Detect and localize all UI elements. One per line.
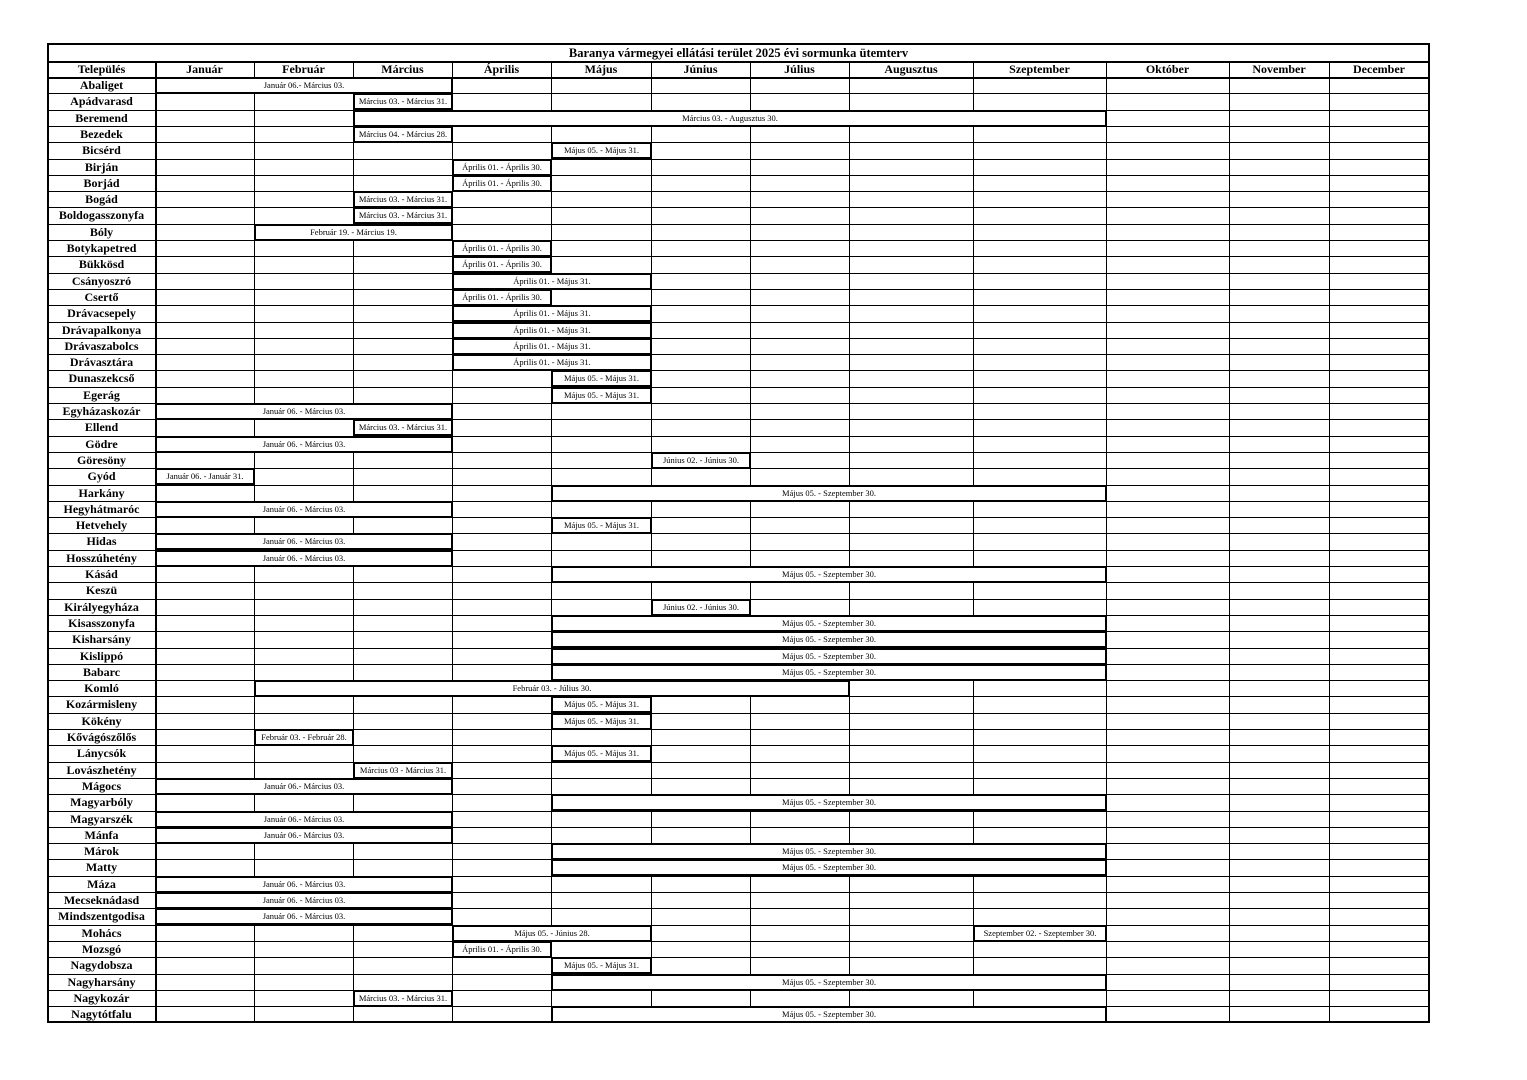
schedule-bar [551, 566, 1107, 583]
schedule-bar-label: Március 03. - Augusztus 30. [682, 113, 778, 123]
schedule-bar [155, 436, 453, 453]
row-line [48, 941, 1429, 942]
schedule-bar-label: Január 06. - Március 03. [262, 911, 346, 921]
schedule-bar [551, 794, 1107, 811]
settlement-name: Harkány [78, 486, 125, 500]
schedule-bar-label: Április 01. - Május 31. [513, 341, 591, 351]
schedule-bar [452, 925, 652, 942]
schedule-bar [155, 403, 453, 420]
schedule-bar [551, 957, 652, 974]
schedule-bar-label: Május 05. - Május 31. [563, 960, 640, 970]
row-line [48, 517, 1429, 518]
settlement-name: Beremend [75, 111, 128, 125]
settlement-name: Nagytótfalu [71, 1007, 132, 1021]
schedule-bar-label: Február 03. - Február 28. [261, 732, 347, 742]
settlement-name: Magyarszék [70, 812, 133, 826]
settlement-name: Hidas [86, 534, 117, 548]
settlement-name: Bicsérd [82, 143, 121, 157]
schedule-bar-label: Január 06.- Március 03. [263, 814, 345, 824]
schedule-bar [973, 925, 1107, 942]
schedule-bar [353, 110, 1107, 127]
row-line [48, 273, 1429, 274]
schedule-bar-label: Május 05. - Május 31. [563, 748, 640, 758]
settlement-name: Bükkösd [78, 257, 125, 271]
settlement-name: Márok [83, 844, 120, 858]
schedule-bar [551, 517, 652, 534]
row-line [48, 713, 1429, 714]
settlement-name: Kővágószőlős [66, 730, 137, 744]
schedule-bar [155, 827, 453, 844]
settlement-name: Lánycsók [76, 746, 127, 760]
row-line [48, 93, 1429, 94]
schedule-bar [651, 452, 751, 469]
schedule-bar-label: Április 01. - Május 31. [513, 276, 591, 286]
schedule-bar [155, 533, 453, 550]
schedule-bar-label: Január 06. - Január 31. [166, 471, 244, 481]
schedule-bar [452, 273, 652, 290]
schedule-bar-label: Április 01. - Április 30. [462, 292, 542, 302]
row-line [48, 126, 1429, 127]
schedule-bar [551, 615, 1107, 632]
schedule-bar-label: Május 05. - Szeptember 30. [782, 977, 876, 987]
settlement-name: Bóly [89, 225, 114, 239]
schedule-bar-label: Május 05. - Május 31. [563, 145, 640, 155]
settlement-name: Királyegyháza [64, 600, 139, 614]
schedule-bar [551, 485, 1107, 502]
schedule-bar-label: Május 05. - Május 31. [563, 390, 640, 400]
settlement-name: Csertő [84, 290, 119, 304]
row-line [48, 305, 1429, 306]
schedule-bar-label: Szeptember 02. - Szeptember 30. [983, 928, 1097, 938]
settlement-name: Abaliget [79, 78, 124, 92]
month-header: Január [186, 62, 223, 76]
month-header: Április [483, 62, 520, 76]
month-header: Március [381, 62, 424, 76]
schedule-bar-label: Január 06. - Március 03. [262, 879, 346, 889]
settlement-name: Bezedek [80, 127, 123, 141]
schedule-bar-label: Március 04. - Március 28. [358, 129, 448, 139]
schedule-bar [353, 93, 453, 110]
schedule-bar-label: Április 01. - Május 31. [513, 325, 591, 335]
month-header: Július [784, 62, 815, 76]
schedule-bar [551, 745, 652, 762]
row-line [48, 338, 1429, 339]
settlement-name: Egyházaskozár [62, 404, 141, 418]
schedule-bar-label: Január 06. - Március 03. [262, 553, 346, 563]
settlement-name: Drávasztára [69, 355, 134, 369]
column-line [1229, 61, 1230, 1022]
column-line [750, 61, 751, 1022]
schedule-bar-label: Március 03. - Március 31. [358, 194, 448, 204]
row-line [48, 745, 1429, 746]
settlement-name: Máza [87, 877, 116, 891]
settlement-name: Nagydobsza [70, 958, 133, 972]
schedule-bar [551, 859, 1107, 876]
settlement-name: Hegyhátmaróc [63, 502, 140, 516]
settlement-name: Mánfa [84, 828, 119, 842]
row-line [48, 354, 1429, 355]
schedule-bar-label: Január 06. - Március 03. [262, 504, 346, 514]
settlement-name: Komló [84, 681, 119, 695]
row-line [48, 387, 1429, 388]
schedule-bar-label: Május 05. - Szeptember 30. [782, 667, 876, 677]
schedule-bar [551, 387, 652, 404]
row-line [48, 370, 1429, 371]
schedule-bar [551, 696, 652, 713]
schedule-bar-label: Május 05. - Szeptember 30. [782, 488, 876, 498]
schedule-bar-label: Május 05. - Szeptember 30. [782, 634, 876, 644]
schedule-bar-label: Május 05. - Május 31. [563, 373, 640, 383]
row-line [48, 191, 1429, 192]
schedule-bar [452, 354, 652, 371]
settlement-name: Ellend [84, 420, 119, 434]
settlement-name: Babarc [82, 665, 121, 679]
settlement-name: Hetvehely [75, 518, 128, 532]
settlement-name: Borjád [83, 176, 120, 190]
settlement-name: Drávacsepely [67, 306, 136, 320]
row-line [48, 419, 1429, 420]
schedule-bar [452, 338, 652, 355]
schedule-bar-label: Március 03. - Március 31. [358, 422, 448, 432]
table-title: Baranya vármegyei ellátási terület 2025 évi sormunka ütemterv [568, 46, 909, 60]
schedule-bar-label: Május 05. - Szeptember 30. [782, 797, 876, 807]
settlement-name: Csányoszró [71, 274, 132, 288]
settlement-name: Gödre [85, 437, 118, 451]
schedule-bar [551, 142, 652, 159]
month-header: December [1353, 62, 1405, 76]
schedule-bar [551, 370, 652, 387]
row-line [48, 957, 1429, 958]
schedule-bar [551, 648, 1107, 665]
schedule-bar [155, 876, 453, 893]
settlement-name: Dunaszekcső [68, 371, 135, 385]
schedule-bar-label: Április 01. - Május 31. [513, 357, 591, 367]
schedule-bar [353, 762, 453, 779]
schedule-bar-label: Április 01. - Április 30. [462, 944, 542, 954]
schedule-bar-label: Március 03 - Március 31. [359, 765, 447, 775]
settlement-name: Mohács [81, 926, 122, 940]
settlement-name: Hosszúhetény [66, 551, 137, 565]
month-header: Június [683, 62, 718, 76]
settlement-name: Kisharsány [72, 632, 131, 646]
settlement-name: Botykapetred [66, 241, 137, 255]
schedule-bar-label: Január 06.- Március 03. [263, 781, 345, 791]
month-header: November [1252, 62, 1306, 76]
settlement-name: Bogád [85, 192, 118, 206]
schedule-bar [254, 680, 850, 697]
schedule-bar [551, 713, 652, 730]
row-line [48, 256, 1429, 257]
month-header: Szeptember [1009, 62, 1070, 76]
schedule-bar-label: Január 06. - Március 03. [262, 406, 346, 416]
schedule-bar [551, 631, 1107, 648]
month-header: Május [584, 62, 618, 76]
schedule-bar [452, 159, 552, 176]
schedule-bar [155, 811, 453, 828]
schedule-bar-label: Május 05. - Szeptember 30. [782, 618, 876, 628]
schedule-bar [353, 990, 453, 1007]
month-header: Augusztus [884, 62, 938, 76]
schedule-bar [452, 941, 552, 958]
schedule-bar-label: Május 05. - Május 31. [563, 716, 640, 726]
settlement-name: Nagykozár [73, 991, 130, 1005]
settlement-name: Nagyharsány [67, 975, 136, 989]
row-line [48, 322, 1429, 323]
schedule-bar-label: Február 03. - Július 30. [512, 683, 592, 693]
schedule-bar-label: Március 03. - Március 31. [358, 96, 448, 106]
schedule-bar-label: Május 05. - Szeptember 30. [782, 1009, 876, 1019]
schedule-bar-label: Május 05. - Május 31. [563, 699, 640, 709]
schedule-bar [452, 240, 552, 257]
settlement-name: Mozsgó [81, 942, 122, 956]
schedule-bar [353, 191, 453, 208]
row-line [48, 175, 1429, 176]
settlement-name: Gyód [87, 469, 116, 483]
row-line [48, 142, 1429, 143]
schedule-bar [551, 664, 1107, 681]
schedule-bar [155, 892, 453, 909]
schedule-bar-label: Április 01. - Április 30. [462, 178, 542, 188]
month-header: Február [282, 62, 325, 76]
schedule-bar [155, 468, 255, 485]
row-line [48, 289, 1429, 290]
settlement-name: Kislippó [79, 649, 124, 663]
row-line [48, 468, 1429, 469]
settlement-name: Boldogasszonyfa [58, 208, 145, 222]
schedule-bar-label: Május 05. - Május 31. [563, 520, 640, 530]
settlement-name: Keszü [85, 583, 118, 597]
settlement-name: Magyarbóly [70, 795, 133, 809]
row-line [48, 159, 1429, 160]
row-line [48, 582, 1429, 583]
schedule-bar-label: Március 03. - Március 31. [358, 993, 448, 1003]
settlement-name: Apádvarasd [70, 94, 133, 108]
schedule-bar [254, 224, 453, 241]
schedule-bar [551, 843, 1107, 860]
schedule-bar-label: Május 05. - Június 28. [514, 928, 590, 938]
schedule-bar-label: Február 19. - Március 19. [310, 227, 397, 237]
row-line [48, 990, 1429, 991]
schedule-bar-label: Március 03. - Március 31. [358, 210, 448, 220]
settlement-name: Egerág [83, 388, 120, 402]
schedule-bar [651, 599, 751, 616]
schedule-bar [155, 77, 453, 94]
schedule-bar [452, 289, 552, 306]
schedule-bar [254, 729, 354, 746]
schedule-bar [551, 1006, 1107, 1023]
schedule-bar [353, 419, 453, 436]
settlement-name: Kozármisleny [65, 697, 138, 711]
schedule-bar [551, 974, 1107, 991]
column-line [849, 61, 850, 1022]
column-header-settlement: Település [77, 62, 126, 76]
schedule-bar [155, 501, 453, 518]
column-line [1106, 61, 1107, 1022]
row-line [48, 925, 1429, 926]
schedule-bar-label: Május 05. - Szeptember 30. [782, 651, 876, 661]
schedule-bar-label: Január 06. - Március 03. [262, 536, 346, 546]
settlement-name: Matty [85, 860, 118, 874]
settlement-name: Mindszentgodisa [58, 909, 145, 923]
row-line [48, 207, 1429, 208]
schedule-bar-label: Április 01. - Április 30. [462, 243, 542, 253]
schedule-bar-label: Június 02. - Június 30. [662, 602, 740, 612]
schedule-bar-label: Április 01. - Április 30. [462, 259, 542, 269]
settlement-name: Göresöny [76, 453, 127, 467]
schedule-bar [452, 305, 652, 322]
column-line [651, 61, 652, 1022]
settlement-name: Drávapalkonya [61, 323, 142, 337]
settlement-name: Mecseknádasd [63, 893, 140, 907]
settlement-name: Drávaszabolcs [64, 339, 139, 353]
column-line [551, 61, 552, 1022]
schedule-bar [155, 908, 453, 925]
schedule-bar-label: Április 01. - Április 30. [462, 162, 542, 172]
schedule-bar-label: Május 05. - Szeptember 30. [782, 862, 876, 872]
schedule-bar [353, 126, 453, 143]
schedule-bar [452, 256, 552, 273]
schedule-bar-label: Május 05. - Szeptember 30. [782, 569, 876, 579]
schedule-bar-label: Június 02. - Június 30. [662, 455, 740, 465]
settlement-name: Birján [84, 160, 119, 174]
row-line [48, 696, 1429, 697]
schedule-bar [353, 207, 453, 224]
settlement-name: Lovászhetény [66, 763, 137, 777]
schedule-bar [452, 175, 552, 192]
settlement-name: Kökény [81, 714, 122, 728]
column-line [973, 61, 974, 1022]
schedule-bar [155, 778, 453, 795]
schedule-bar-label: Április 01. - Május 31. [513, 308, 591, 318]
schedule-bar-label: Január 06. - Március 03. [262, 439, 346, 449]
settlement-name: Kásád [85, 567, 118, 581]
schedule-bar-label: Január 06. - Március 03. [262, 895, 346, 905]
schedule-bar [155, 550, 453, 567]
row-line [48, 762, 1429, 763]
column-line [1329, 61, 1330, 1022]
month-header: Október [1145, 62, 1190, 76]
row-line [48, 240, 1429, 241]
schedule-bar-label: Január 06.- Március 03. [263, 80, 345, 90]
schedule-bar-label: Január 06.- Március 03. [263, 830, 345, 840]
schedule-bar-label: Május 05. - Szeptember 30. [782, 846, 876, 856]
schedule-bar [452, 322, 652, 339]
settlement-name: Kisasszonyfa [68, 616, 135, 630]
settlement-name: Mágocs [81, 779, 122, 793]
